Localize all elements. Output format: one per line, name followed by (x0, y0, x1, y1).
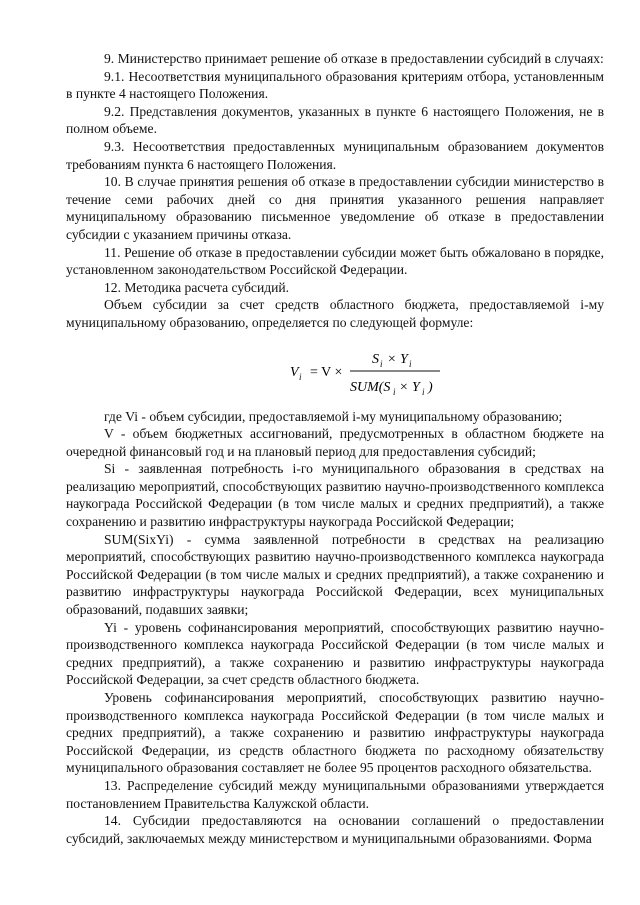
paragraph-9-3: 9.3. Несоответствия предоставленных муниципальным образованием документов требованиям пункта 6 настоящего Положения. (66, 138, 604, 172)
formula-num-sub2: i (409, 358, 412, 369)
subsidy-formula (66, 338, 604, 404)
paragraph-10: 10. В случае принятия решения об отказе в предоставлении субсидии министерство в течение семи рабочих дней со дня принятия указанного решения направляет муниципальному образованию письменное уведомление об отказе в предоставлении субсидии с указанием причины отказа. (66, 174, 604, 242)
formula-numerator: S (372, 351, 379, 367)
formula-den-sub2: i (422, 386, 425, 397)
formula-num-sub: i (380, 358, 383, 369)
formula-lhs-sub: i (299, 371, 302, 382)
paragraph-12-intro: Объем субсидии за счет средств областного бюджета, предоставляемой i-му муниципальному образованию, определяется по следующей формуле: (66, 297, 604, 330)
definition-v: V - объем бюджетных ассигнований, предусмотренных в областном бюджете на очередной финансовый год и на плановый период для предоставления субсидий; (66, 426, 604, 459)
formula-denominator: SUM(S (350, 379, 391, 395)
formula-num-times: × Y (387, 351, 408, 367)
paragraph-13: 13. Распределение субсидий между муниципальными образованиями утверждается постановлением Правительства Калужской области. (66, 777, 604, 811)
document-page (66, 50, 604, 847)
definition-yi: Yi - уровень софинансирования мероприятий, способствующих развитию научно-производственного комплекса наукограда Российской Федерации (в том числе малых и средних предприятий), а также сохранению и развитию инфраструктуры наукограда Российской Федерации, за счет средств областного бюджета. (66, 619, 604, 688)
formula-den-sub: i (393, 386, 396, 397)
cofinancing-level: Уровень софинансирования мероприятий, способствующих развитию научно-производственного комплекса наукограда Российской Федерации (в том числе малых и средних предприятий), а также сохранению и развитию инфраструктуры наукограда Российской Федерации, из средств областного бюджета по расходному обязательству муниципального образования составляет не более 95 процентов расходного обязательства. (66, 690, 604, 776)
paragraph-9-1: 9.1. Несоответствия муниципального образования критериям отбора, установленным в пункте 4 настоящего Положения. (66, 68, 604, 102)
paragraph-9: 9. Министерство принимает решение об отказе в предоставлении субсидий в случаях: (104, 51, 604, 66)
formula-lhs: V (290, 364, 299, 380)
paragraph-11: 11. Решение об отказе в предоставлении субсидии может быть обжаловано в порядке, установленном законодательством Российской Федерации. (66, 244, 604, 278)
paragraph-9-2: 9.2. Представления документов, указанных в пункте 6 настоящего Положения, не в полном объеме. (66, 103, 604, 137)
formula-den-times: × Y (399, 379, 420, 395)
definition-vi: где Vi - объем субсидии, предоставляемой i-му муниципальному образованию; (104, 408, 563, 424)
definition-si: Si - заявленная потребность i-го муниципального образования в средствах на реализацию мероприятий, способствующих развитию научно-производственного комплекса наукограда Российской Федерации (в том числе малых и средних предприятий), а также сохранению и развитию инфраструктуры наукограда Российской Федерации; (66, 461, 604, 530)
paragraph-12-heading: 12. Методика расчета субсидий. (104, 279, 290, 295)
formula-eq: = V × (310, 364, 343, 380)
definition-sum: SUM(SixYi) - сумма заявленной потребности в средствах на реализацию мероприятий, способствующих развитию научно-производственного комплекса наукограда Российской Федерации (в том числе малых и средних предприятий), а также сохранению и развитию инфраструктуры наукограда Российской Федерации, всех муниципальных образований, подавших заявки; (66, 531, 604, 618)
paragraph-14: 14. Субсидии предоставляются на основании соглашений о предоставлении субсидий, заключаемых между министерством и муниципальными образованиями. Форма (66, 813, 604, 846)
formula-den-close: ) (428, 379, 433, 395)
